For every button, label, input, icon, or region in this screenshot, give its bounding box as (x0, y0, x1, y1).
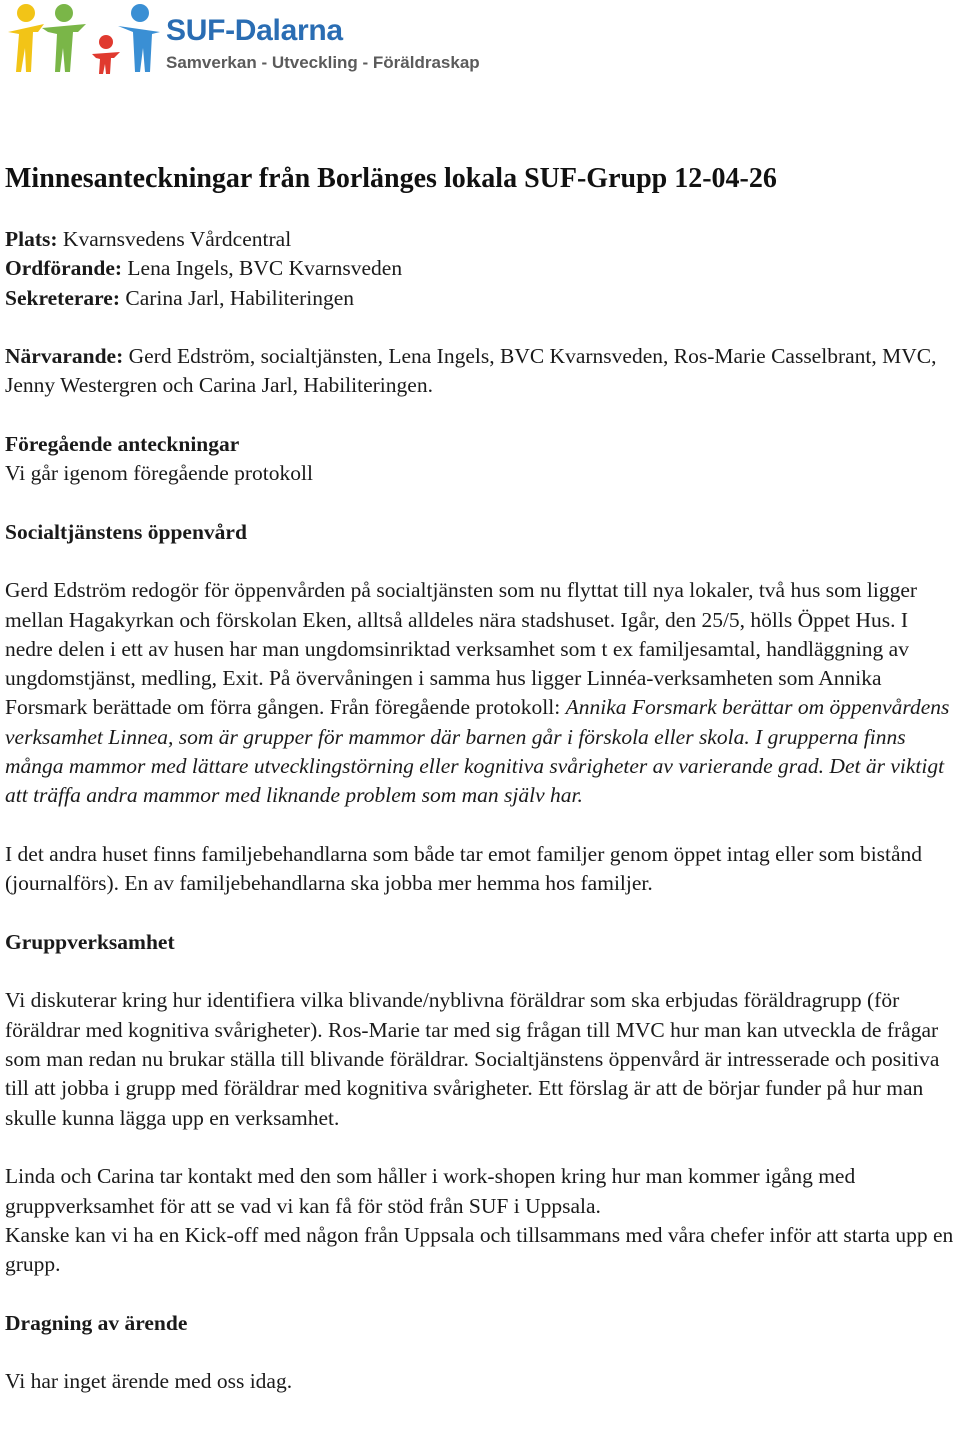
sekreterare-value: Carina Jarl, Habiliteringen (125, 285, 355, 310)
attendees-label: Närvarande: (5, 343, 124, 368)
paragraph-text: Gerd Edström redogör för öppenvården på socialtjänsten som nu flyttat till nya lokaler, två hus som ligger mellan Hagakyrkan och förskolan Eken, alltså alldeles nära stadshuset. Igår, den 25/5, hölls Öppet Hus. I nedre delen i ett av husen har man ungdomsinriktad verksamhet som t ex familjesamtal, handläggning av ungdomstjänst, medling, Exit. På övervåningen i samma hus ligger Linnéa-verksamheten som Annika Forsmark berättade om förra gången. Från föregående protokoll: (5, 578, 918, 720)
ordforande-value: Lena Ingels, BVC Kvarnsveden (127, 256, 403, 281)
meta-ordforande (5, 254, 960, 283)
paragraph-quote: Annika Forsmark berättar om öppenvårdens verksamhet Linnea, som är grupper för mammor där barnen går i förskola eller skola. I grupperna finns många mammor med lättare utvecklingstörning eller kognitiva svårigheter av varierande grad. Det är viktigt att träffa andra mammor med liknande problem som man själv har. (5, 695, 950, 808)
plats-label: Plats: (5, 227, 58, 251)
section-heading: Föregående anteckningar (5, 431, 240, 456)
attendees (5, 342, 960, 401)
section-text: Vi har inget ärende med oss idag. (5, 1369, 293, 1394)
sekreterare-label: Sekreterare: (5, 285, 121, 310)
section-text: Vi går igenom föregående protokoll (5, 461, 313, 486)
section-group-activity (5, 928, 960, 1280)
paragraph (5, 576, 960, 810)
ordforande-label: Ordförande: (5, 256, 123, 281)
meta-sekreterare (5, 284, 960, 313)
meeting-meta (5, 225, 960, 313)
meta-plats (5, 225, 960, 254)
page-title: Minnesanteckningar från Borlänges lokala SUF-Grupp 12-04-26 (5, 163, 777, 194)
section-heading: Dragning av ärende (5, 1310, 188, 1335)
plats-value: Kvarnsvedens Vårdcentral (62, 227, 292, 251)
paragraph: Vi diskuterar kring hur identifiera vilka blivande/nyblivna föräldrar som ska erbjudas föräldragrupp (för föräldrar med kognitiva svårigheter). Ros-Marie tar med sig frågan till MVC hur man kan utveckla de frågar som man redan nu brukar ställa till blivande föräldrar. Socialtjänstens öppenvård är intresserade och positiva till att jobba i grupp med föräldrar med kognitiva svårigheter. Ett förslag är att de börjar funder på hur man skulle kunna lägga upp en verksamhet. (5, 988, 940, 1130)
paragraph: Linda och Carina tar kontakt med den som håller i work-shopen kring hur man kommer igång med gruppverksamhet för att se vad vi kan få för stöd från SUF i Uppsala. (5, 1164, 856, 1218)
document-body (5, 159, 960, 1397)
family-figures-icon (4, 2, 164, 78)
suf-dalarna-logo (4, 2, 480, 80)
logo-tagline: Samverkan - Utveckling - Föräldraskap (166, 53, 480, 72)
section-heading: Socialtjänstens öppenvård (5, 519, 247, 544)
paragraph: I det andra huset finns familjebehandlarna som både tar emot familjer genom öppet intag eller som bistånd (journalförs). En av familjebehandlarna ska jobba mer hemma hos familjer. (5, 841, 923, 896)
section-previous-notes (5, 430, 960, 489)
paragraph: Kanske kan vi ha en Kick-off med någon från Uppsala och tillsammans med våra chefer inför att starta upp en grupp. (5, 1222, 954, 1277)
attendees-value: Gerd Edström, socialtjänsten, Lena Ingels, BVC Kvarnsveden, Ros-Marie Casselbrant, MVC, Jenny Westergren och Carina Jarl, Habiliteringen. (5, 343, 937, 398)
section-social-services (5, 518, 960, 899)
section-heading: Gruppverksamhet (5, 929, 175, 954)
section-case-presentation (5, 1309, 960, 1397)
logo-name: SUF-Dalarna (166, 14, 343, 47)
